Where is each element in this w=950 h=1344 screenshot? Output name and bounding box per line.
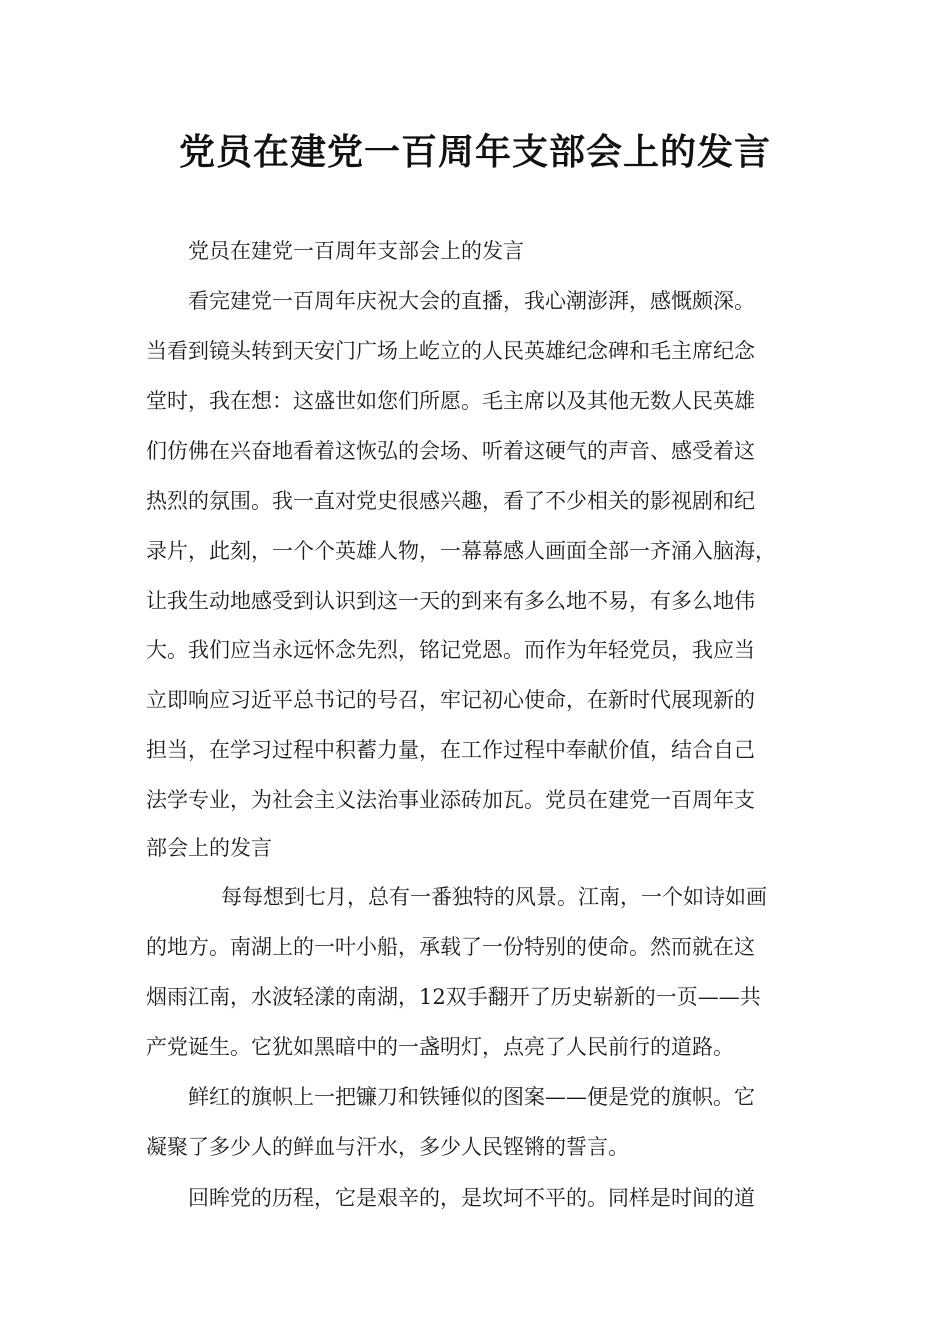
text-line: 产党诞生。它犹如黑暗中的一盏明灯，点亮了人民前行的道路。 [146, 1035, 734, 1059]
text-line: 党员在建党一百周年支部会上的发言 [188, 239, 524, 263]
text-line: 每每想到七月，总有一番独特的风景。江南，一个如诗如画 [221, 885, 767, 909]
text-line: 大。我们应当永远怀念先烈，铭记党恩。而作为年轻党员，我应当 [146, 638, 755, 662]
text-line: 让我生动地感受到认识到这一天的到来有多么地不易，有多么地伟 [146, 589, 755, 613]
text-line: 凝聚了多少人的鲜血与汗水，多少人民铿锵的誓言。 [146, 1135, 629, 1159]
document-title: 党员在建党一百周年支部会上的发言 [178, 132, 771, 173]
text-line: 堂时，我在想：这盛世如您们所愿。毛主席以及其他无数人民英雄 [146, 389, 755, 413]
text-line: 立即响应习近平总书记的号召，牢记初心使命，在新时代展现新的 [146, 688, 755, 712]
text-line: 回眸党的历程，它是艰辛的，是坎坷不平的。同样是时间的道 [188, 1186, 755, 1210]
text-line: 当看到镜头转到天安门广场上屹立的人民英雄纪念碑和毛主席纪念 [146, 339, 755, 363]
text-line: 烟雨江南，水波轻漾的南湖，12双手翻开了历史崭新的一页——共 [146, 985, 761, 1009]
text-line: 部会上的发言 [146, 836, 272, 860]
text-line: 担当，在学习过程中积蓄力量，在工作过程中奉献价值，结合自己 [146, 738, 755, 762]
text-line: 法学专业，为社会主义法治事业添砖加瓦。党员在建党一百周年支 [146, 788, 755, 812]
text-line: 们仿佛在兴奋地看着这恢弘的会场、听着这硬气的声音、感受着这 [146, 439, 755, 463]
text-line: 看完建党一百周年庆祝大会的直播，我心潮澎湃，感慨颇深。 [188, 289, 755, 313]
text-line: 鲜红的旗帜上一把镰刀和铁锤似的图案——便是党的旗帜。它 [188, 1085, 755, 1109]
text-line: 热烈的氛围。我一直对党史很感兴趣，看了不少相关的影视剧和纪 [146, 489, 755, 513]
text-line: 录片，此刻，一个个英雄人物，一幕幕感人画面全部一齐涌入脑海， [146, 539, 776, 563]
text-line: 的地方。南湖上的一叶小船，承载了一份特别的使命。然而就在这 [146, 935, 755, 959]
